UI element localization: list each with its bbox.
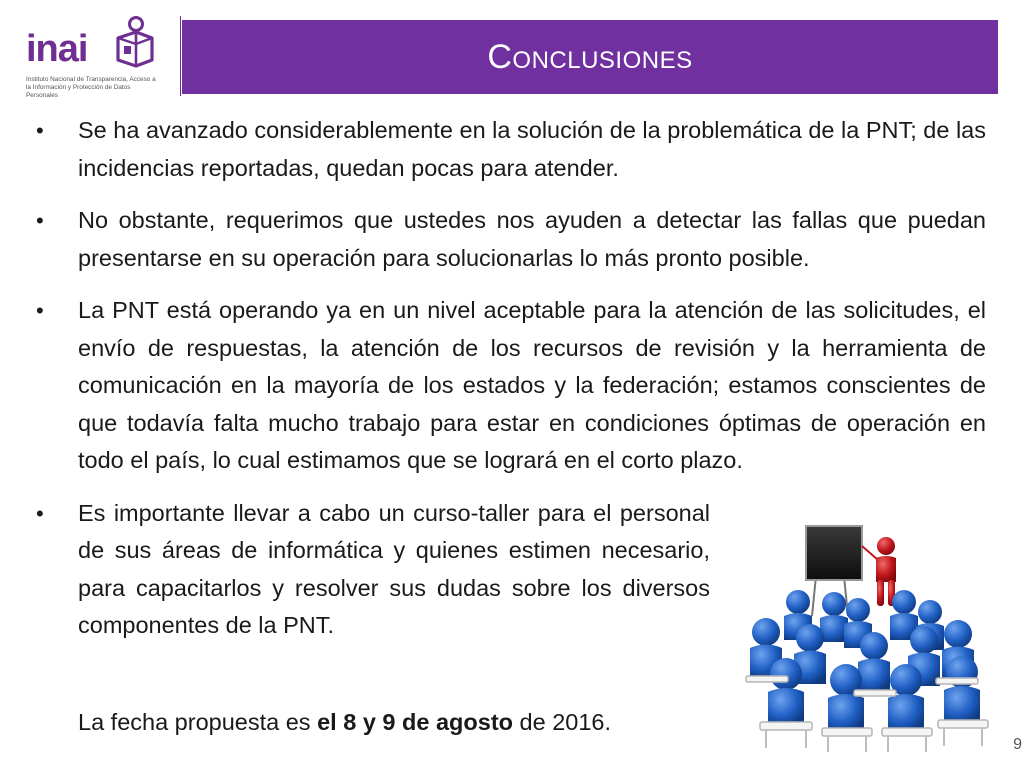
bullet-marker: • bbox=[36, 298, 44, 323]
date-highlight: el 8 y 9 de agosto bbox=[317, 709, 513, 735]
bullet-marker: • bbox=[36, 500, 44, 526]
bullet-marker: • bbox=[36, 208, 44, 233]
bullet-text: No obstante, requerimos que ustedes nos ayuden a detectar las fallas que puedan presentarse en su operación para solucionarlas lo más pronto posible. bbox=[78, 207, 986, 271]
date-prefix: La fecha propuesta es bbox=[78, 709, 318, 735]
bullet-item bbox=[30, 202, 986, 277]
page-title: Conclusiones bbox=[487, 37, 693, 76]
inai-logo bbox=[20, 14, 160, 100]
inai-logo-icon bbox=[112, 16, 156, 74]
bullet-text: La PNT está operando ya en un nivel aceptable para la atención de las solicitudes, el envío de respuestas, la atención de los recursos de revisión y la herramienta de comunicación en la mayoría de los estados y la federación; estamos conscientes de que todavía falta mucho trabajo para estar en condiciones óptimas de operación en todo el país, lo cual estimamos que se logrará en el corto plazo. bbox=[78, 297, 986, 473]
title-bar bbox=[182, 20, 998, 94]
header-divider bbox=[180, 16, 181, 96]
logo-wordmark: inai bbox=[26, 28, 88, 70]
bullet-item bbox=[30, 112, 986, 187]
logo-caption: Instituto Nacional de Transparencia, Acceso a la Información y Protección de Datos Personales bbox=[26, 76, 156, 99]
bullet-item bbox=[30, 292, 986, 480]
classroom-illustration-icon bbox=[726, 516, 998, 752]
bullet-marker: • bbox=[36, 118, 44, 143]
bullet-item bbox=[30, 495, 710, 645]
date-suffix: de 2016. bbox=[513, 709, 612, 735]
bullet-text: Se ha avanzado considerablemente en la solución de la problemática de la PNT; de las incidencias reportadas, quedan pocas para atender. bbox=[78, 117, 986, 181]
bullet-text: Es importante llevar a cabo un curso-taller para el personal de sus áreas de informática y quienes estimen necesario, para capacitarlos y resolver sus dudas sobre los diversos componentes de la PNT. bbox=[78, 499, 710, 638]
proposed-date bbox=[78, 704, 611, 741]
page-number: 9 bbox=[1013, 736, 1022, 753]
